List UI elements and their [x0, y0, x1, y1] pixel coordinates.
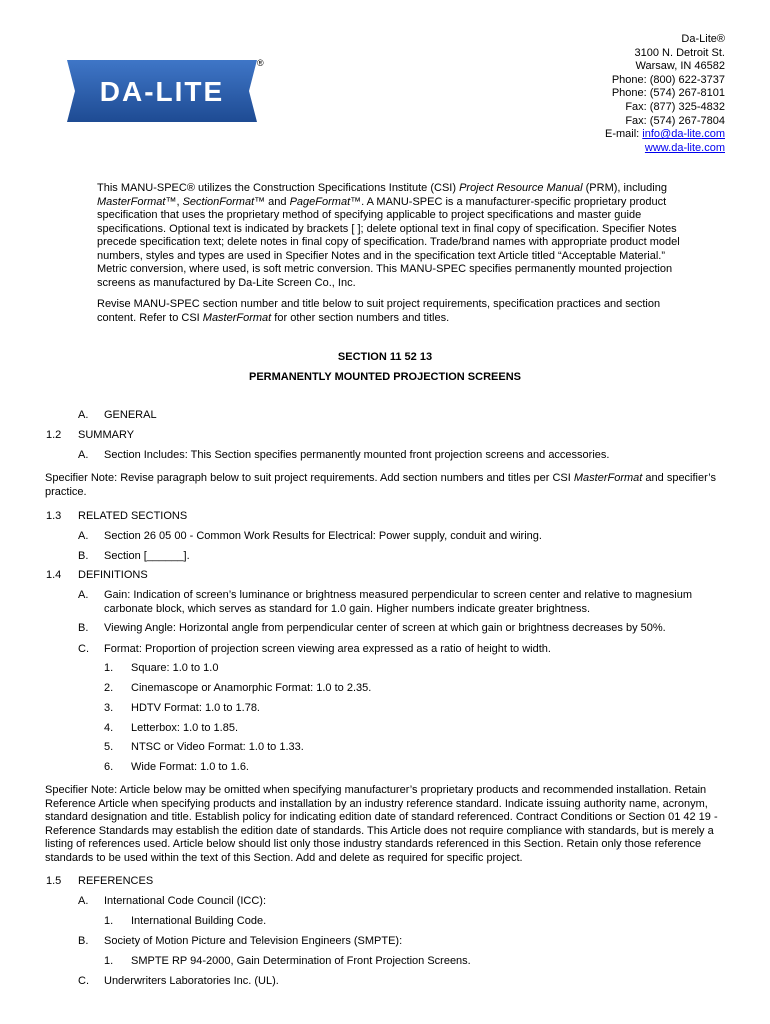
- list-number: 1.: [104, 662, 114, 674]
- intro-text: [97, 182, 687, 333]
- registered-mark: ®: [257, 58, 264, 68]
- article-number: A.: [78, 409, 89, 421]
- format-item: Cinemascope or Anamorphic Format: 1.0 to 2.35.: [131, 682, 372, 694]
- specifier-note: Specifier Note: Revise paragraph below to suit project requirements. Add section numbers and titles per CSI MasterFormat and specifier’s practice.: [45, 472, 716, 498]
- item-letter: B.: [78, 622, 89, 634]
- reference-ibc: International Building Code.: [131, 915, 267, 927]
- list-number: 4.: [104, 722, 114, 734]
- item-letter: C.: [78, 643, 89, 655]
- list-number: 1.: [104, 955, 114, 967]
- reference-ul: Underwriters Laboratories Inc. (UL).: [104, 975, 279, 987]
- heading-related-sections: RELATED SECTIONS: [78, 510, 188, 522]
- list-number: 2.: [104, 682, 114, 694]
- logo-text: DA-LITE: [99, 76, 225, 107]
- section-number-1-4: 1.4: [46, 569, 62, 581]
- list-number: 1.: [104, 915, 114, 927]
- contact-line: Warsaw, IN 46582: [635, 60, 725, 73]
- format-item: Square: 1.0 to 1.0: [131, 662, 219, 674]
- email-line: E-mail: info@da-lite.com: [605, 128, 725, 141]
- section-number-1-2: 1.2: [46, 429, 62, 441]
- article-general: GENERAL: [104, 409, 157, 421]
- item-letter: A.: [78, 589, 89, 601]
- section-number: SECTION 11 52 13: [337, 351, 433, 363]
- da-lite-logo: [67, 60, 257, 122]
- contact-line: Phone: (574) 267-8101: [611, 87, 725, 100]
- section-number-1-3: 1.3: [46, 510, 62, 522]
- reference-smpte: Society of Motion Picture and Television Engineers (SMPTE):: [104, 935, 403, 947]
- list-number: 6.: [104, 761, 114, 773]
- section-title: PERMANENTLY MOUNTED PROJECTION SCREENS: [249, 371, 521, 383]
- contact-line: 3100 N. Detroit St.: [634, 46, 725, 59]
- format-item: Wide Format: 1.0 to 1.6.: [131, 761, 249, 773]
- contact-line: Fax: (877) 325-4832: [625, 100, 725, 113]
- heading-references: REFERENCES: [78, 875, 154, 887]
- section-number-1-5: 1.5: [46, 875, 62, 887]
- contact-line: Phone: (800) 622-3737: [611, 73, 725, 86]
- email-link[interactable]: info@da-lite.com: [642, 128, 725, 141]
- item-letter: C.: [78, 975, 89, 987]
- related-item: Section 26 05 00 - Common Work Results for Electrical: Power supply, conduit and wiring.: [104, 530, 542, 542]
- item-letter: A.: [78, 895, 89, 907]
- item-letter: B.: [78, 935, 89, 947]
- reference-smpte-rp94: SMPTE RP 94-2000, Gain Determination of Front Projection Screens.: [131, 955, 471, 967]
- item-letter: A.: [78, 530, 89, 542]
- item-letter: A.: [78, 449, 89, 461]
- reference-icc: International Code Council (ICC):: [104, 895, 267, 907]
- format-item: HDTV Format: 1.0 to 1.78.: [131, 702, 260, 714]
- intro-revise-paragraph: Revise MANU-SPEC section number and title below to suit project requirements, specification practices and section content. Refer to CSI MasterFormat for other section numbers and titles.: [97, 298, 661, 324]
- heading-summary: SUMMARY: [78, 429, 135, 441]
- heading-definitions: DEFINITIONS: [78, 569, 148, 581]
- list-number: 3.: [104, 702, 114, 714]
- contact-line: Fax: (574) 267-7804: [625, 114, 725, 127]
- contact-block: [605, 33, 725, 155]
- summary-item: Section Includes: This Section specifies permanently mounted front projection screens and accessories.: [104, 449, 610, 461]
- definition-format: Format: Proportion of projection screen viewing area expressed as a ratio of height to width.: [104, 643, 551, 655]
- list-number: 5.: [104, 741, 114, 753]
- definition-gain: Gain: Indication of screen’s luminance or brightness measured perpendicular to screen center and relative to magnesium carbonate block, which serves as standard for 1.0 gain. Higher numbers indicate greater brightness.: [104, 589, 693, 615]
- intro-paragraph: This MANU-SPEC® utilizes the Construction Specifications Institute (CSI) Project Resource Manual (PRM), including MasterFormat™, SectionFormat™ and PageFormat™. A MANU-SPEC is a manufacturer-specific proprietary product specification that uses the proprietary method of specifying applicable to project specifications and master guide specifications. Optional text is indicated by brackets [ ]; delete optional text in final copy of specification. Specifier Notes precede specification text; delete notes in final copy of specification. Trade/brand names with appropriate product model numbers, styles and types are used in Specifier Notes and in the specification text Article titled “Acceptable Material.” Metric conversion, where used, is soft metric conversion. This MANU-SPEC specifies permanently mounted projection screens as manufactured by Da-Lite Screen Co., Inc.: [97, 182, 680, 289]
- specifier-note-references: Specifier Note: Article below may be omitted when specifying manufacturer’s proprietary products and recommended installation. Retain Reference Article when specifying products and installation by an industry reference standard. Indicate issuing authority name, acronym, standard designation and title. Establish policy for indicating edition date of standard referenced. Contract Conditions or Section 01 42 19 - Reference Standards may establish the edition date of standards. This Article does not require compliance with standards, but is merely a listing of references used. Article below should list only those industry standards referenced in this Section. Retain only those reference standards to be used within the text of this Section. Add and delete as required for specific project.: [45, 784, 718, 864]
- definition-viewing-angle: Viewing Angle: Horizontal angle from perpendicular center of screen at which gain or brightness decreases by 50%.: [104, 622, 666, 634]
- format-item: NTSC or Video Format: 1.0 to 1.33.: [131, 741, 304, 753]
- related-item: Section [______].: [104, 550, 190, 562]
- website-link[interactable]: www.da-lite.com: [644, 141, 725, 154]
- item-letter: B.: [78, 550, 89, 562]
- contact-line: Da-Lite®: [681, 33, 725, 45]
- format-item: Letterbox: 1.0 to 1.85.: [131, 722, 239, 734]
